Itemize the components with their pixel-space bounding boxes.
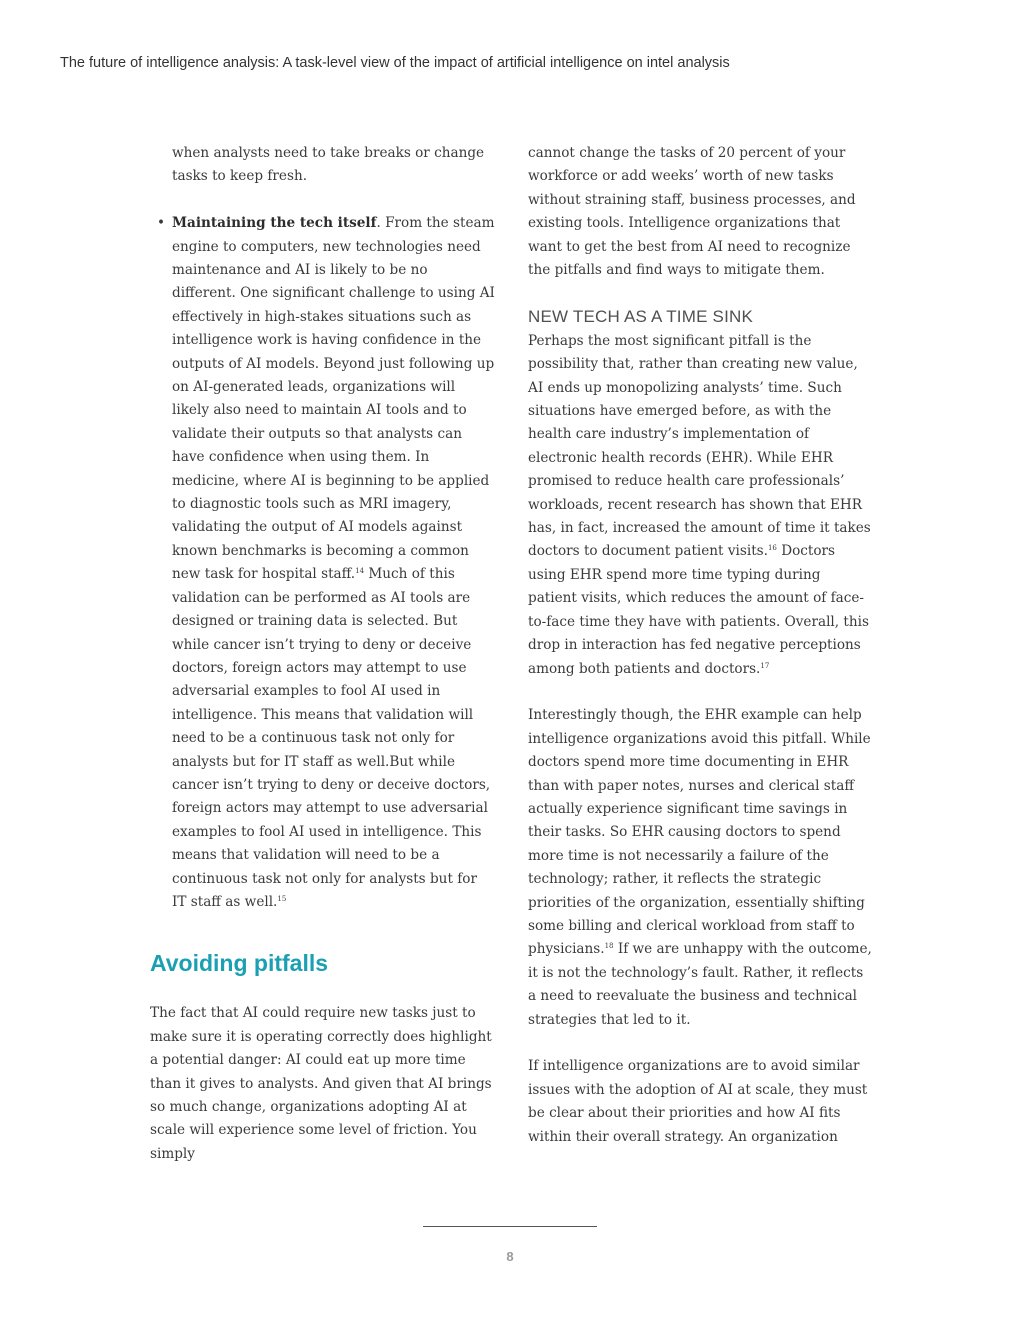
para2-text-b: If we are unhappy with the outcome, it is not the technology’s fault. Rather, it reflects a need to reevaluate the business and technical strategies that led to it. <box>528 941 872 1028</box>
time-sink-paragraph-1 <box>528 330 873 681</box>
bullet-list <box>150 212 495 914</box>
subheading-time-sink: NEW TECH AS A TIME SINK <box>528 306 754 326</box>
para1-text-b: Doctors using EHR spend more time typing during patient visits, which reduces the amount of face-to-face time they have with patients. Overall, this drop in interaction has fed negative perceptions among both patients and doctors. <box>528 543 869 677</box>
footnote-17: 17 <box>760 661 770 670</box>
section-heading-avoiding-pitfalls: Avoiding pitfalls <box>150 950 329 977</box>
page-number: 8 <box>506 1249 514 1264</box>
footnote-14: 14 <box>355 567 365 576</box>
para2-text-a: Interestingly though, the EHR example can help intelligence organizations avoid this pitfall. While doctors spend more time documenting in EHR than with paper notes, nurses and clerical staff actually experience significant time savings in their tasks. So EHR causing doctors to spend more time is not necessarily a failure of the technology; rather, it reflects the strategic priorities of the organization, essentially shifting some billing and clerical workload from staff to physicians. <box>528 707 871 958</box>
bullet-maintaining-tech <box>150 212 495 914</box>
bullet-lead: Maintaining the tech itself <box>172 215 377 232</box>
bullet-text-1: . From the steam engine to computers, new technologies need maintenance and AI is likely to be no different. One significant challenge to using AI effectively in high-stakes situations such as intelligence work is having confidence in the outputs of AI models. Beyond just following up on AI-generated leads, organizations will likely also need to maintain AI tools and to validate their outputs so that analysts can have confidence when using them. In medicine, where AI is beginning to be applied to diagnostic tools such as MRI imagery, validating the output of AI models against known benchmarks is becoming a common new task for hospital staff. <box>172 215 495 583</box>
footer-divider <box>423 1226 597 1227</box>
para1-text-a: Perhaps the most significant pitfall is the possibility that, rather than creating new value, AI ends up monopolizing analysts’ time. Such situations have emerged before, as with the health care industry’s implementation of electronic health records (EHR). While EHR promised to reduce health care professionals’ workloads, recent research has shown that EHR has, in fact, increased the amount of time it takes doctors to document patient visits. <box>528 332 871 560</box>
left-column <box>150 142 495 1190</box>
running-header-title: The future of intelligence analysis: A task-level view of the impact of artificial intelligence on intel analysis <box>60 55 730 71</box>
continued-paragraph: cannot change the tasks of 20 percent of your workforce or add weeks’ worth of new tasks without straining staff, business processes, and existing tools. Intelligence organizations that want to get the best from AI need to recognize the pitfalls and find ways to mitigate them. <box>528 145 856 279</box>
continued-bullet-text: when analysts need to take breaks or change tasks to keep fresh. <box>172 145 485 185</box>
footnote-16: 16 <box>767 544 777 553</box>
time-sink-paragraph-2 <box>528 704 873 1032</box>
right-column <box>528 142 873 1172</box>
time-sink-paragraph-3: If intelligence organizations are to avoid similar issues with the adoption of AI at scale, they must be clear about their priorities and how AI fits within their overall strategy. An organization <box>528 1058 868 1145</box>
footnote-15: 15 <box>277 894 287 903</box>
footnote-18: 18 <box>604 942 614 951</box>
avoiding-pitfalls-paragraph: The fact that AI could require new tasks just to make sure it is operating correctly does highlight a potential danger: AI could eat up more time than it gives to analysts. And given that AI brings so much change, organizations adopting AI at scale will experience some level of friction. You simply <box>150 1005 492 1162</box>
bullet-text-2: Much of this validation can be performed as AI tools are designed or training data is selected. But while cancer isn’t trying to deny or deceive doctors, foreign actors may attempt to use adversarial examples to fool AI used in intelligence. This means that validation will need to be a continuous task not only for analysts but for IT staff as well.But while cancer isn’t trying to deny or deceive doctors, foreign actors may attempt to use adversarial examples to fool AI used in intelligence. This means that validation will need to be a continuous task not only for analysts but for IT staff as well. <box>172 566 491 910</box>
